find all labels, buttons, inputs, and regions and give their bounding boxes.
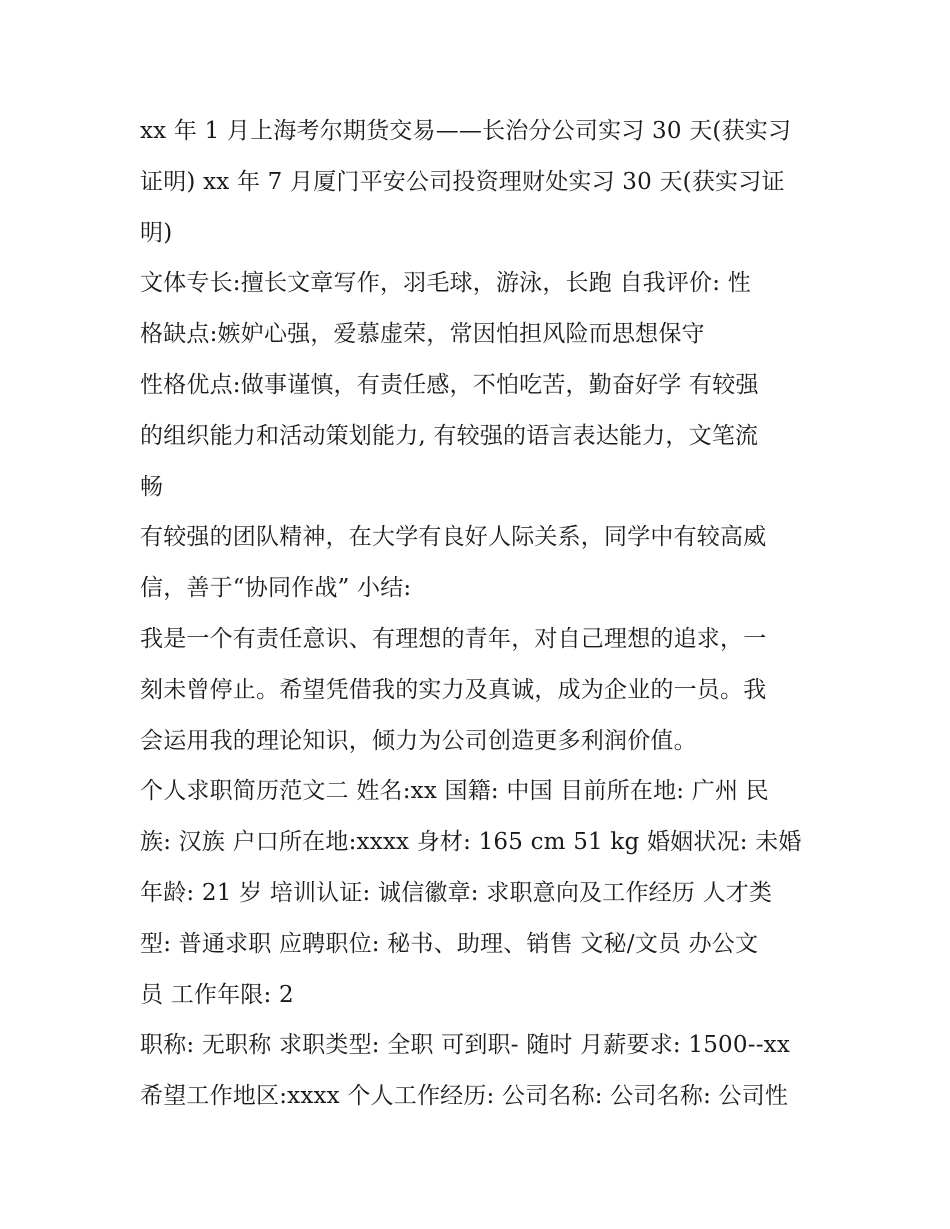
text-line: 个人求职简历范文二 姓名:xx 国籍: 中国 目前所在地: 广州 民 [140, 778, 769, 805]
text-line: xx 年 1 月上海考尔期货交易——长治分公司实习 30 天(获实习 [140, 118, 792, 144]
text-line: 明) [140, 219, 173, 246]
text-line: 族: 汉族 户口所在地:xxxx 身材: 165 cm 51 kg 婚姻状况: 未婚 [140, 829, 802, 856]
text-line: 文体专长:擅长文章写作，羽毛球，游泳，长跑 自我评价: 性 [140, 270, 751, 297]
text-line: 性格优点:做事谨慎，有责任感，不怕吃苦，勤奋好学 有较强 [140, 371, 759, 398]
text-line: 会运用我的理论知识，倾力为公司创造更多利润价值。 [140, 727, 697, 754]
text-line: 年龄: 21 岁 培训认证: 诚信徽章: 求职意向及工作经历 人才类 [140, 879, 773, 906]
text-line: 信，善于“协同作战” 小结: [140, 575, 412, 602]
text-line: 刻未曾停止。希望凭借我的实力及真诚，成为企业的一员。我 [140, 676, 767, 703]
text-line: 有较强的团队精神，在大学有良好人际关系，同学中有较高威 [140, 524, 767, 551]
text-line: 型: 普通求职 应聘职位: 秘书、助理、销售 文秘/文员 办公文 [140, 930, 759, 957]
text-line: 的组织能力和活动策划能力, 有较强的语言表达能力，文笔流 [140, 422, 759, 449]
text-line: 员 工作年限: 2 [140, 981, 294, 1008]
document-body [140, 106, 820, 1122]
text-line: 格缺点:嫉妒心强，爱慕虚荣，常因怕担风险而思想保守 [140, 321, 705, 348]
text-line: 证明) xx 年 7 月厦门平安公司投资理财处实习 30 天(获实习证 [140, 168, 785, 195]
text-line: 希望工作地区:xxxx 个人工作经历: 公司名称: 公司名称: 公司性 [140, 1083, 789, 1110]
text-line: 我是一个有责任意识、有理想的青年，对自己理想的追求，一 [140, 625, 767, 652]
text-line: 职称: 无职称 求职类型: 全职 可到职- 随时 月薪要求: 1500--xx [140, 1032, 791, 1059]
text-line: 畅 [140, 473, 164, 500]
